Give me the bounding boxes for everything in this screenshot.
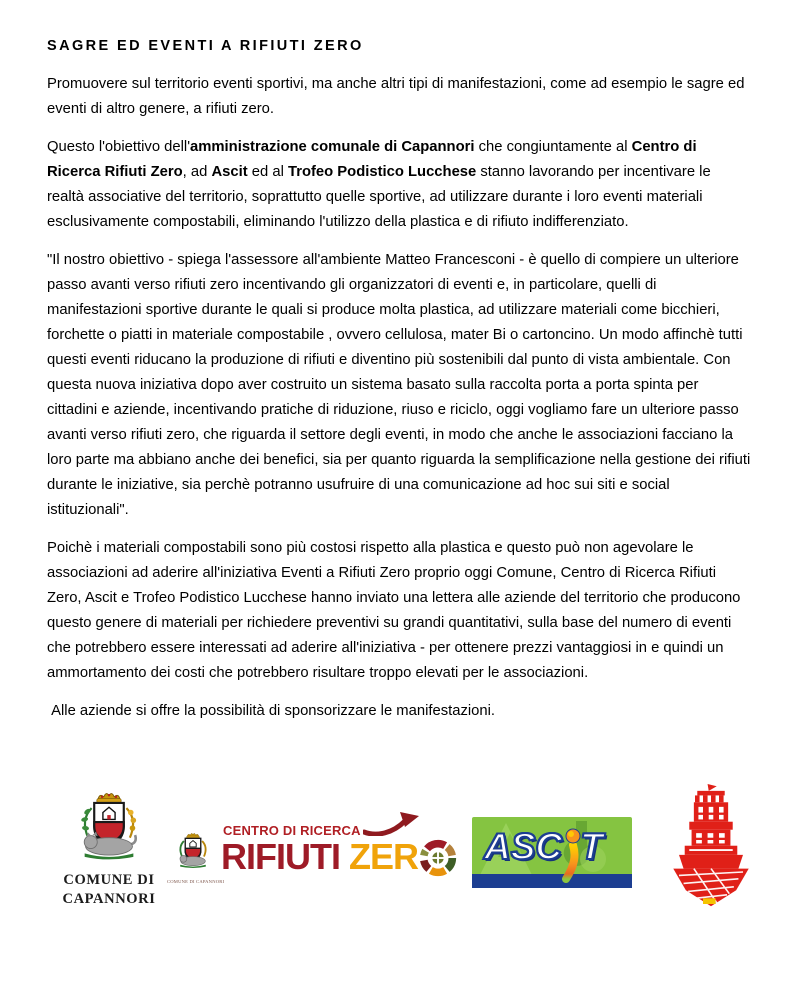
ascit-letters-asc: ASC <box>484 826 563 867</box>
mini-capannori-logo <box>167 831 225 884</box>
tower-emblem-icon <box>653 784 769 912</box>
paragraph <box>47 135 751 235</box>
bold-text-segment: Centro di Ricerca Rifiuti Zero <box>47 139 701 180</box>
mini-crest-caption: COMUNE DI CAPANNORI <box>167 879 225 884</box>
text-segment: Questo l'obiettivo dell' <box>47 139 191 155</box>
bold-text-segment: Trofeo Podistico Lucchese <box>287 164 477 180</box>
text-segment: Alle aziende si offre la possibilità di sponsorizzare le manifestazioni. <box>47 703 495 719</box>
growth-arrow-icon <box>363 812 419 836</box>
ascit-i-icon <box>561 827 583 885</box>
capannori-crest-icon <box>65 789 153 869</box>
paragraphs <box>47 72 755 724</box>
rifiuti-word: RIFIUTI <box>221 836 340 877</box>
page-title: SAGRE ED EVENTI A RIFIUTI ZERO <box>47 38 364 54</box>
capannori-caption-line2: CAPANNORI <box>62 891 156 907</box>
zero-word: ZER <box>348 836 418 877</box>
tower-emblem-logo <box>653 784 769 912</box>
text-segment: Promuovere sul territorio eventi sportivi, ma anche altri tipi di manifestazioni, come ad esempio le sagre ed eventi di altro genere, a rifiuti zero. <box>47 76 749 117</box>
text-segment: stanno lavorando per incentivare le realtà associative del territorio, soprattutto quelle sportive, ad utilizzare durante i loro eventi materiali esclusivamente compostabili, eliminando l'utilizzo della plastica e di rifiuto indifferenziato. <box>47 164 715 230</box>
zero-globe-icon <box>417 837 459 879</box>
text-segment: ed al <box>247 164 288 180</box>
text-segment: , ad <box>182 164 212 180</box>
paragraph <box>47 248 755 523</box>
ascit-blue-bar <box>472 874 632 888</box>
bold-text-segment: amministrazione comunale di Capannori <box>190 139 475 155</box>
paragraph <box>47 699 751 724</box>
capannori-logo <box>54 789 164 907</box>
centro-di-ricerca-label: CENTRO DI RICERCA <box>223 823 361 838</box>
document-body <box>47 36 755 737</box>
text-segment: che congiuntamente al <box>474 139 632 155</box>
text-segment: "Il nostro obiettivo - spiega l'assessore all'ambiente Matteo Francesconi - è quello di compiere un ulteriore passo avanti verso rifiuti zero incentivando gli organizzatori di eventi e, in particolare, quelli di manifestazioni sportive durante le quali si produce molta plastica, ad utilizzare materiali come bicchieri, forchette o piatti in materiale compostabile , ovvero cellulosa, mater Bi o cartoncino. Un modo affinchè tutti questi eventi riducano la produzione di rifiuti e diventino più sostenibili dal punto di vista ambientale. Con questa nuova iniziativa dopo aver costruito un sistema basato sulla raccolta porta a porta spinta per cittadini e aziende, incentivando pratiche di riduzione, riuso e riciclo, oggi vogliamo fare un ulteriore passo avanti verso rifiuti zero, che riguarda il settore degli eventi, in modo che anche le associazioni facciano la loro parte ma abbiano anche dei benefici, sia per quanto riguarda la semplificazione nella gestione dei rifiuti durante le iniziative, sia perchè potranno usufruire di una comunicazione ad hoc sui siti e social istituzionali". <box>47 252 755 518</box>
bold-text-segment: Ascit <box>211 164 248 180</box>
ascit-letter-t: T <box>580 826 603 867</box>
rifiuti-zero-wordmark <box>221 835 473 879</box>
ascit-logo <box>472 817 632 888</box>
mini-crest-icon <box>170 831 216 873</box>
rifiuti-zero-logo <box>221 818 473 879</box>
paragraph <box>47 536 751 686</box>
text-segment: Poichè i materiali compostabili sono più costosi rispetto alla plastica e questo può non agevolare le associazioni ad aderire all'iniziativa Eventi a Rifiuti Zero proprio oggi Comune, Centro di Ricerca Rifiuti Zero, Ascit e Trofeo Podistico Lucchese hanno inviato una lettera alle aziende del territorio che producono questo genere di materiali per richiedere preventivi su grandi quantitativi, sulla base del numero di eventi che potrebbero essere interessati ad aderire all'iniziativa - per ottenere prezzi vantaggiosi in e quindi un ammortamento dei costi che potrebbero risultare troppo elevati per le associazioni. <box>47 540 745 681</box>
capannori-caption-line1: COMUNE DI <box>63 872 155 888</box>
paragraph <box>47 72 751 122</box>
